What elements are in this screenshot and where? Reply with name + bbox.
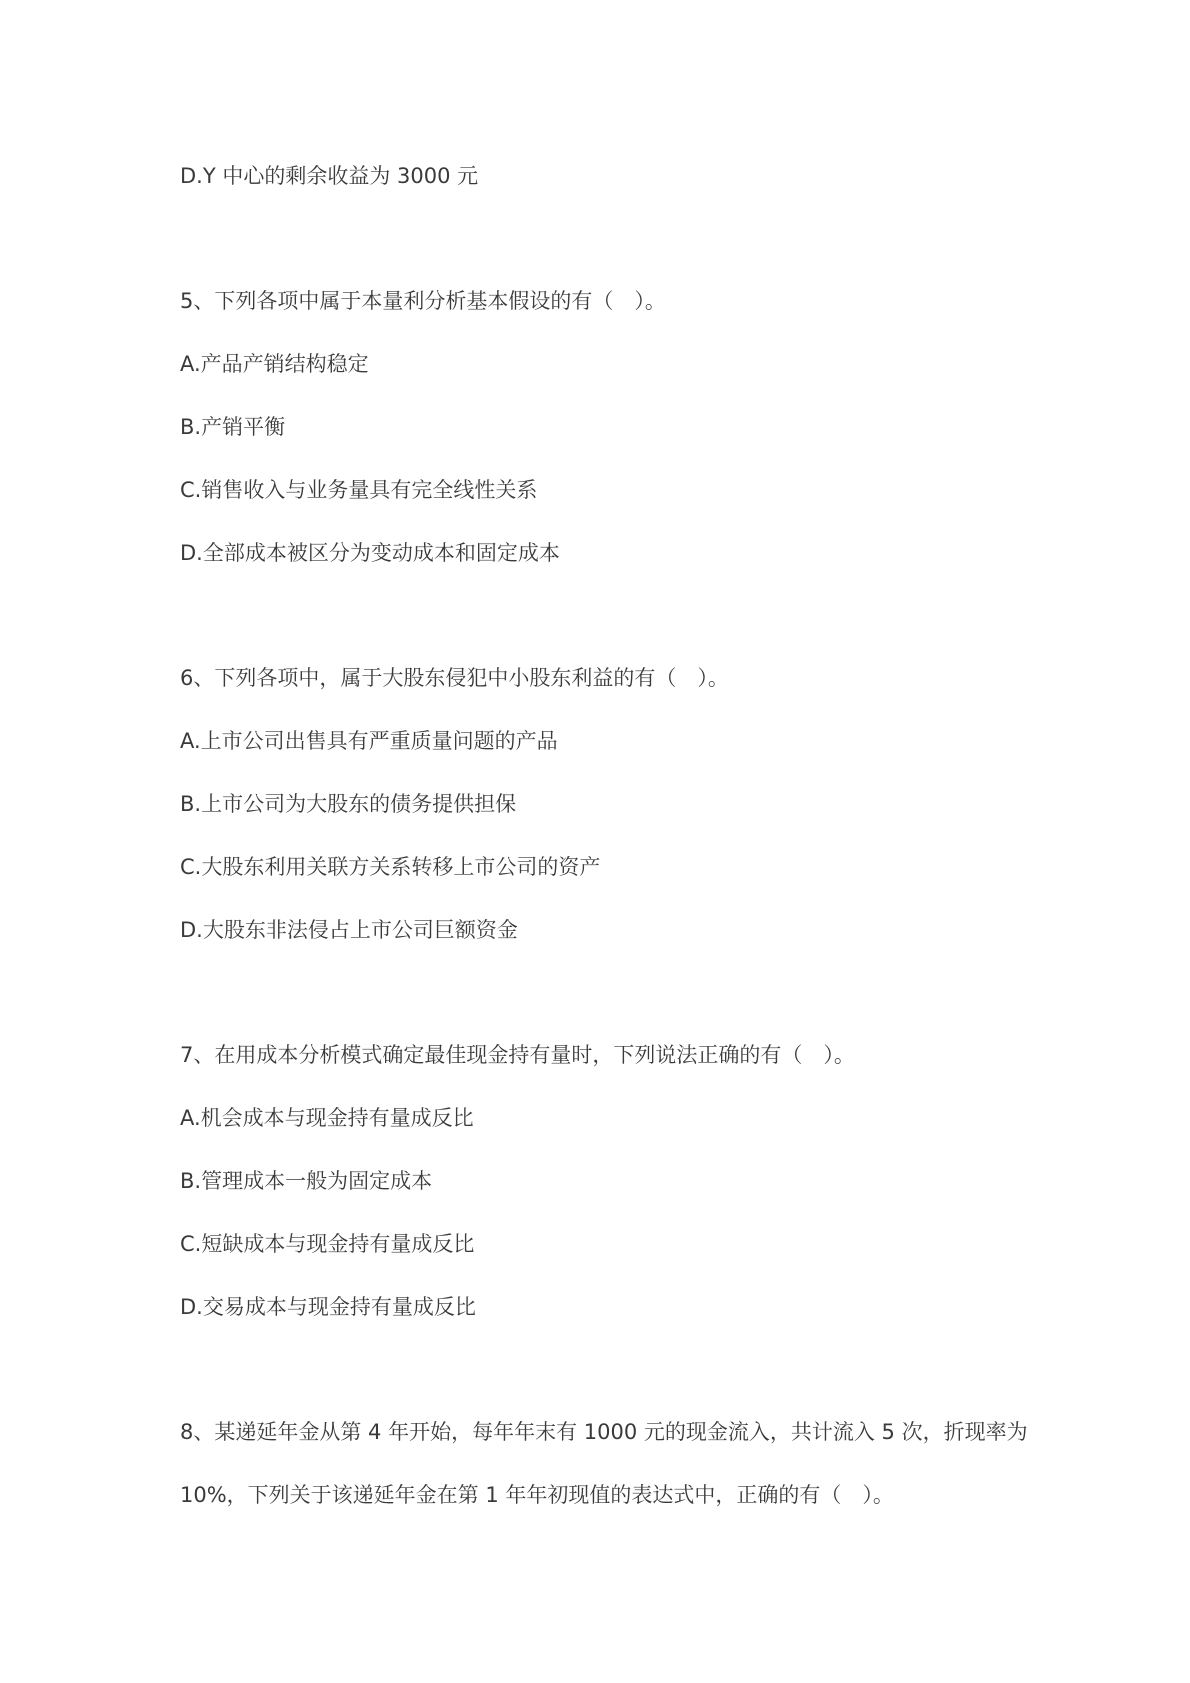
option-6d: D.大股东非法侵占上市公司巨额资金 (180, 918, 518, 942)
option-7a: A.机会成本与现金持有量成反比 (180, 1106, 474, 1130)
question-5: 5、下列各项中属于本量利分析基本假设的有（ ）。 (180, 289, 666, 313)
option-7b: B.管理成本一般为固定成本 (180, 1169, 433, 1193)
option-5a: A.产品产销结构稳定 (180, 352, 369, 376)
question-8-line-1: 8、某递延年金从第 4 年开始，每年年末有 1000 元的现金流入，共计流入 5 次，折现率为 (180, 1420, 1028, 1444)
question-7: 7、在用成本分析模式确定最佳现金持有量时，下列说法正确的有（ ）。 (180, 1043, 855, 1067)
question-6: 6、下列各项中，属于大股东侵犯中小股东利益的有（ ）。 (180, 666, 729, 690)
option-5c: C.销售收入与业务量具有完全线性关系 (180, 478, 538, 502)
option-6c: C.大股东利用关联方关系转移上市公司的资产 (180, 855, 601, 879)
option-5d: D.全部成本被区分为变动成本和固定成本 (180, 541, 560, 565)
question-8-line-2: 10%，下列关于该递延年金在第 1 年年初现值的表达式中，正确的有（ ）。 (180, 1483, 894, 1507)
option-4d: D.Y 中心的剩余收益为 3000 元 (180, 164, 479, 188)
option-5b: B.产销平衡 (180, 415, 286, 439)
option-6b: B.上市公司为大股东的债务提供担保 (180, 792, 517, 816)
option-7c: C.短缺成本与现金持有量成反比 (180, 1232, 475, 1256)
option-6a: A.上市公司出售具有严重质量问题的产品 (180, 729, 558, 753)
option-7d: D.交易成本与现金持有量成反比 (180, 1295, 476, 1319)
